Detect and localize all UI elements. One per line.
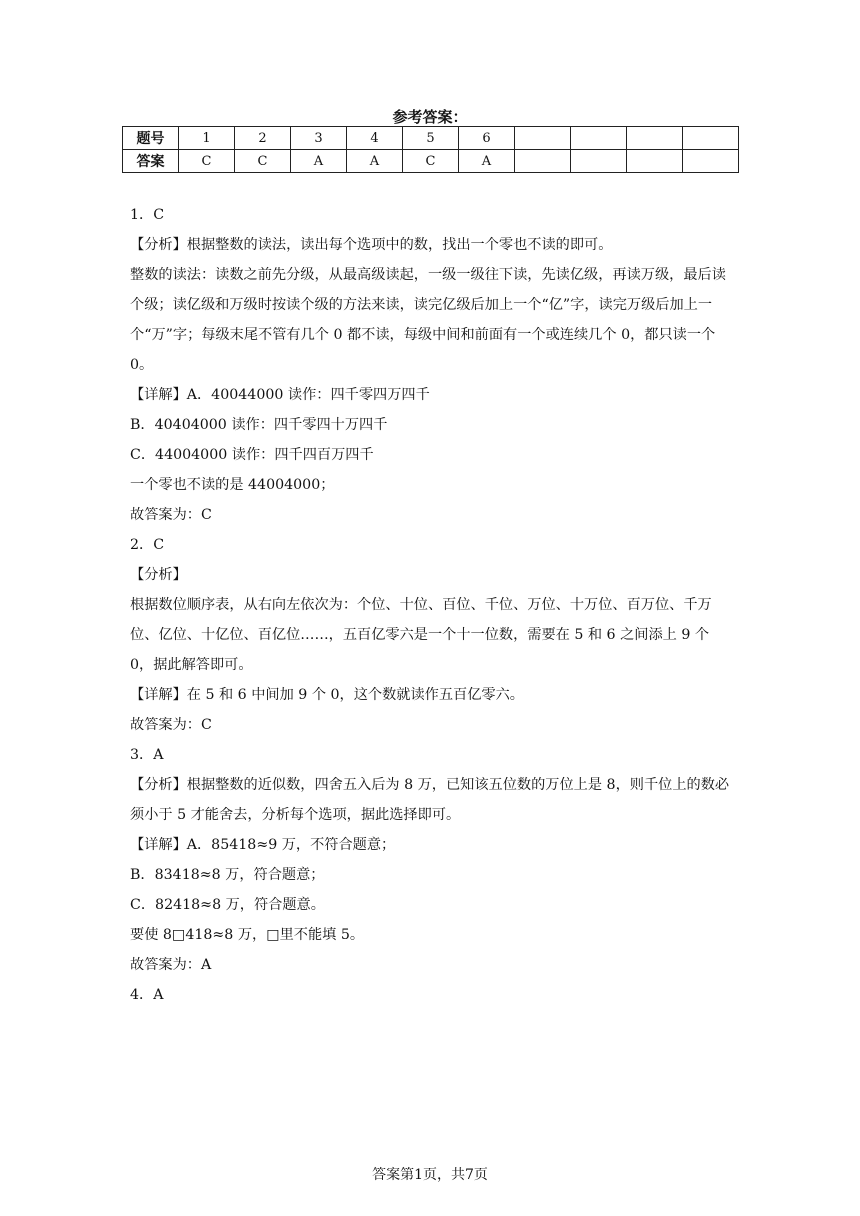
question-number: 3．A — [130, 747, 164, 763]
answer-header-cell: 答案 — [123, 150, 179, 173]
detail-paragraph: 一个零也不读的是 44004000； — [130, 477, 335, 493]
answer-cell — [571, 150, 627, 173]
detail-paragraph: C．44004000 读作：四千四百万四千 — [130, 447, 374, 463]
answer-line: 故答案为：C — [130, 717, 212, 733]
question-number: 2．C — [130, 537, 165, 553]
analysis-paragraph: 【分析】根据整数的近似数，四舍五入后为 8 万，已知该五位数的万位上是 8，则千位上的数必须小于 5 才能舍去，分析每个选项，据此选择即可。 — [130, 777, 730, 823]
answer-cell — [627, 150, 683, 173]
table-row-answers — [123, 150, 739, 173]
number-cell — [571, 127, 627, 150]
question-number: 4．A — [130, 987, 164, 1003]
detail-paragraph: 【详解】在 5 和 6 中间加 9 个 0，这个数就读作五百亿零六。 — [130, 687, 524, 703]
number-cell: 3 — [291, 127, 347, 150]
detail-paragraph: C．82418≈8 万，符合题意。 — [130, 897, 325, 913]
number-cell: 6 — [459, 127, 515, 150]
analysis-paragraph: 根据数位顺序表，从右向左依次为：个位、十位、百位、千位、万位、十万位、百万位、千万位、亿位、十亿位、百亿位……，五百亿零六是一个十一位数，需要在 5 和 6 之间添上 9 个 0，据此解答即可。 — [130, 597, 712, 673]
detail-paragraph: 要使 8□418≈8 万，□里不能填 5。 — [130, 927, 365, 943]
table-row-numbers — [123, 127, 739, 150]
page-title: 参考答案： — [392, 108, 468, 126]
page-footer: 答案第1页，共7页 — [372, 1167, 488, 1183]
number-cell: 4 — [347, 127, 403, 150]
answer-cell: C — [403, 150, 459, 173]
number-cell — [683, 127, 739, 150]
number-cell — [627, 127, 683, 150]
answer-cell — [515, 150, 571, 173]
answer-cell: C — [179, 150, 235, 173]
answer-line: 故答案为：A — [130, 957, 212, 973]
number-cell: 5 — [403, 127, 459, 150]
detail-paragraph: 【详解】A．40044000 读作：四千零四万四千 — [130, 387, 430, 403]
answer-explanations — [130, 200, 732, 1010]
analysis-paragraph: 整数的读法：读数之前先分级，从最高级读起，一级一级往下读，先读亿级，再读万级，最后读个级；读亿级和万级时按读个级的方法来读，读完亿级后加上一个“亿”字，读完万级后加上一个“万”字；每级末尾不管有几个 0 都不读，每级中间和前面有一个或连续几个 0，都只读一个 0。 — [130, 267, 726, 373]
detail-paragraph: B．83418≈8 万，符合题意； — [130, 867, 325, 883]
detail-paragraph: 【详解】A．85418≈9 万，不符合题意； — [130, 837, 396, 853]
answer-cell: C — [235, 150, 291, 173]
answer-line: 故答案为：C — [130, 507, 212, 523]
number-cell — [515, 127, 571, 150]
answer-cell — [683, 150, 739, 173]
answer-cell: A — [347, 150, 403, 173]
analysis-paragraph: 【分析】根据整数的读法，读出每个选项中的数，找出一个零也不读的即可。 — [130, 237, 613, 253]
answer-table — [122, 126, 739, 173]
answer-cell: A — [459, 150, 515, 173]
row-header-cell: 题号 — [123, 127, 179, 150]
question-number: 1．C — [130, 207, 165, 223]
answer-cell: A — [291, 150, 347, 173]
number-cell: 2 — [235, 127, 291, 150]
number-cell: 1 — [179, 127, 235, 150]
detail-paragraph: B．40404000 读作：四千零四十万四千 — [130, 417, 388, 433]
analysis-paragraph: 【分析】 — [130, 567, 187, 583]
